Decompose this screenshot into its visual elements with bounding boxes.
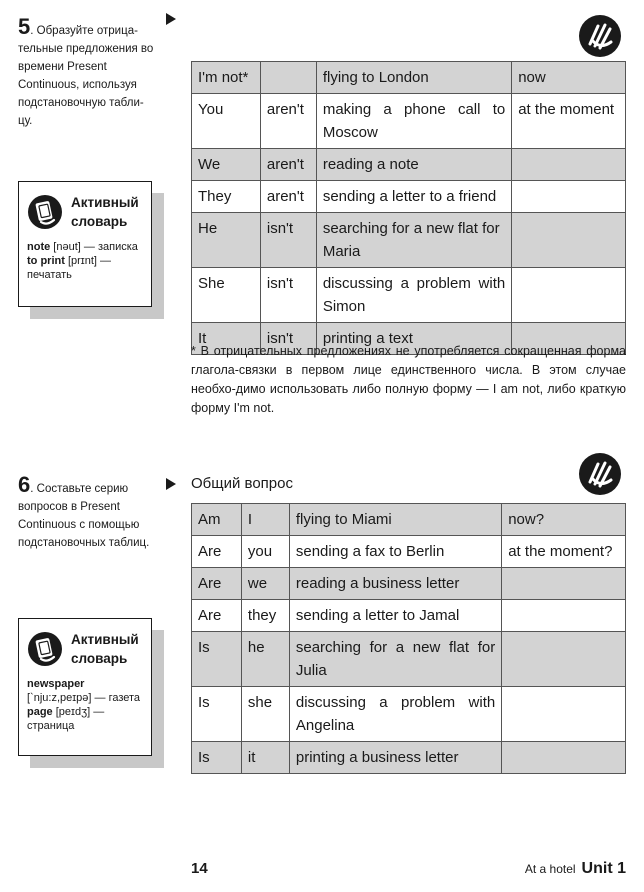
vocab-entry: to print [prɪnt] — печатать: [27, 255, 111, 281]
table-row: He isn't searching for a new flat for Maria: [192, 213, 626, 268]
table-row: I'm not* flying to London now: [192, 62, 626, 94]
exercise-instruction-text: . Образуйте отрица-тельные предложения во времени Present Continuous, используя подстановочную табли-цу.: [18, 25, 154, 127]
substitution-table-6: [191, 503, 626, 774]
vocab-box-6: [18, 618, 152, 756]
table-row: Am I flying to Miami now?: [192, 504, 626, 536]
table-row: Are we reading a business letter: [192, 568, 626, 600]
vocab-box-5: [18, 181, 152, 307]
book-icon: [27, 629, 63, 669]
table-row: Are you sending a fax to Berlin at the moment?: [192, 536, 626, 568]
vocab-title-line2: словарь: [71, 651, 128, 666]
vocab-title-line1: Активный: [71, 195, 139, 210]
vocab-list: [27, 240, 143, 282]
section-name: At a hotel: [524, 862, 576, 876]
arrow-icon: [166, 13, 176, 25]
vocab-entry: newspaper [`nju:z,peɪpə] — газета: [27, 678, 141, 704]
footer-section: [525, 860, 626, 878]
hand-logo-icon: [578, 452, 622, 496]
vocab-title-line1: Активный: [71, 632, 139, 647]
substitution-table-5: [191, 61, 626, 355]
book-icon: [27, 192, 63, 232]
table-row: Is it printing a business letter: [192, 742, 626, 774]
table-row: Is she discussing a problem with Angelina: [192, 687, 626, 742]
table-row: They aren't sending a letter to a friend: [192, 181, 626, 213]
exercise-number: 5: [18, 14, 31, 39]
exercise-6-instruction: [18, 474, 153, 551]
unit-label: Unit 1: [581, 860, 626, 877]
vocab-entry: page [peɪdʒ] — страница: [27, 706, 105, 732]
page-number: 14: [191, 860, 208, 877]
table-row: It isn't printing a text: [192, 323, 626, 355]
vocab-list: [27, 677, 143, 733]
table-row: You aren't making a phone call to Moscow at the moment: [192, 94, 626, 149]
vocab-entry: note [nəut] — записка: [27, 241, 138, 253]
table-row: Are they sending a letter to Jamal: [192, 600, 626, 632]
arrow-icon: [166, 478, 176, 490]
exercise-number: 6: [18, 472, 31, 497]
table-row: She isn't discussing a problem with Simon: [192, 268, 626, 323]
exercise-instruction-text: . Составьте серию вопросов в Present Continuous с помощью подстановочных таблиц.: [18, 483, 150, 549]
table-row: We aren't reading a note: [192, 149, 626, 181]
footnote: * В отрицательных предложениях не употребляется сокращенная форма глагола-связки в первом лице единственного числа. В этом случае необхо-димо использовать либо полную форму — I am not, либо краткую форму I'm not.: [191, 344, 626, 415]
table-row: Is he searching for a new flat for Julia: [192, 632, 626, 687]
vocab-title-line2: словарь: [71, 214, 128, 229]
hand-logo-icon: [578, 14, 622, 58]
exercise-5-instruction: [18, 16, 158, 129]
subheading: Общий вопрос: [191, 475, 293, 492]
